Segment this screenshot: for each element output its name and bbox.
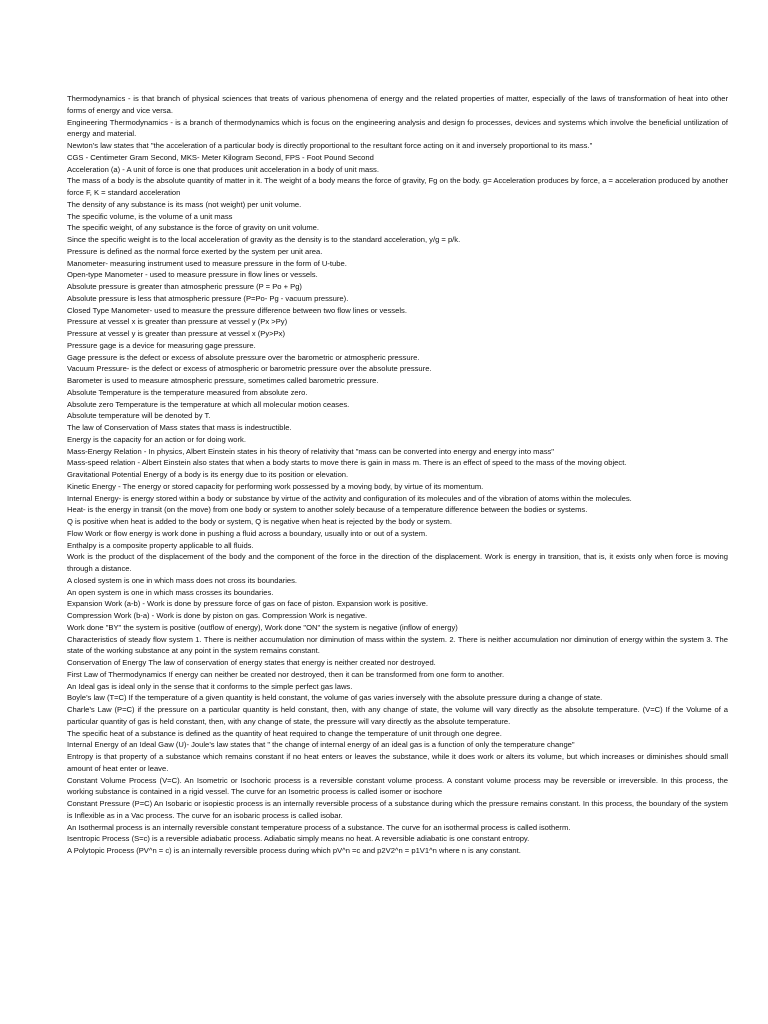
paragraph: Internal Energy of an Ideal Gaw (U)- Joule’s law states that " the change of internal energy of an ideal gas is a function of only the temperature change" [67,740,575,750]
paragraph: CGS - Centimeter Gram Second, MKS- Meter Kilogram Second, FPS - Foot Pound Second [67,152,374,162]
paragraph: Pressure at vessel x is greater than pressure at vessel y (Px >Py) [67,317,288,327]
paragraph: Pressure gage is a device for measuring gage pressure. [67,340,256,350]
paragraph: Conservation of Energy The law of conservation of energy states that energy is neither created nor destroyed. [67,658,436,667]
paragraph: Energy is the capacity for an action or for doing work. [67,434,246,444]
paragraph: Acceleration (a) - A unit of force is one that produces unit acceleration in a body of unit mass. [67,164,379,174]
paragraph: Boyle’s law (T=C) If the temperature of a given quantity is held constant, the volume of gas varies inversely with the absolute pressure during a change of state. [67,693,603,703]
paragraph: A closed system is one in which mass does not cross its boundaries. [67,575,298,585]
paragraph: Constant Pressure (P=C) An Isobaric or isopiestic process is an internally reversible process of a substance during which the pressure remains constant. In this process, the boundary of the system is Inflexible as in a Vac process. The curve for an isobaric process is called isobar. [67,799,728,820]
paragraph: Mass-Energy Relation - In physics, Albert Einstein states in his theory of relativity that "mass can be converted into energy and energy into mass" [67,446,554,456]
paragraph: Mass-speed relation - Albert Einstein also states that when a body starts to move there is gain in mass m. There is an effect of speed to the mass of the moving object. [67,458,627,468]
paragraph: Compression Work (b-a) - Work is done by piston on gas. Compression Work is negative. [67,611,368,620]
paragraph: The mass of a body is the absolute quantity of matter in it. The weight of a body means the force of gravity, Fg on the body. g= Acceleration produces by force, a = acceleration produced by another force F, K = standard acceleration [67,176,728,197]
paragraph: Characteristics of steady flow system 1. There is neither accumulation nor diminution of mass within the system. 2. There is neither accumulation nor diminution of energy within the system 3. The state of the working substance at any point in the system remains constant. [67,634,728,656]
paragraph: An Ideal gas is ideal only in the sense that it conforms to the simple perfect gas laws. [67,681,353,691]
paragraph: Vacuum Pressure- is the defect or excess of atmospheric or barometric pressure over the absolute pressure. [67,364,432,374]
paragraph: Kinetic Energy - The energy or stored capacity for performing work possessed by a moving body, by virtue of its momentum. [67,481,484,491]
paragraph: Absolute temperature will be denoted by T. [67,411,211,421]
paragraph: Thermodynamics - is that branch of physical sciences that treats of various phenomena of energy and the related properties of matter, especially of the laws of transformation of heat into other forms of energy and vice versa. [67,94,728,115]
paragraph: Expansion Work (a-b) - Work is done by pressure force of gas on face of piston. Expansion work is positive. [67,599,429,609]
paragraph: Absolute pressure is less that atmospheric pressure (P=Po- Pg - vacuum pressure). [67,293,349,303]
paragraph: Gage pressure is the defect or excess of absolute pressure over the barometric or atmospheric pressure. [67,352,420,362]
paragraph: Since the specific weight is to the local acceleration of gravity as the density is to the standard acceleration, y/g = p/k. [67,235,461,244]
paragraph: Absolute zero Temperature is the temperature at which all molecular motion ceases. [67,399,350,409]
paragraph: Constant Volume Process (V=C). An Isometric or Isochoric process is a reversible constant volume process. A constant volume process may be reversible or irreversible. In this process, the working substance is contained in a rigid vessel. The curve for an Isometric process is called isomer or isochore [67,775,728,797]
paragraph: Newton’s law states that "the acceleration of a particular body is directly proportional to the resultant force acting on it and inversely proportional to its mass." [67,141,593,150]
paragraph: Closed Type Manometer- used to measure the pressure difference between two flow lines or vessels. [67,305,407,315]
paragraph: Isentropic Process (S=c) is a reversible adiabatic process. Adiabatic simply means no heat. A reversible adiabatic is one constant entropy. [67,834,530,844]
notes-text-block [67,93,728,857]
paragraph: Absolute pressure is greater than atmospheric pressure (P = Po + Pg) [67,282,302,291]
paragraph: Heat- is the energy in transit (on the move) from one body or system to another solely because of a temperature difference between the bodies or systems. [67,505,588,515]
paragraph: Absolute Temperature is the temperature measured from absolute zero. [67,387,308,397]
paragraph: An open system is one in which mass crosses its boundaries. [67,587,274,597]
paragraph: Entropy is that property of a substance which remains constant if no heat enters or leaves the substance, while it does work or alters its volume, but which increases or diminishes should small amount of heat enter or leave. [67,752,728,773]
paragraph: Pressure is defined as the normal force exerted by the system per unit area. [67,246,323,256]
paragraph: Open-type Manometer - used to measure pressure in flow lines or vessels. [67,270,318,280]
paragraph: A Polytopic Process (PV^n = c) is an internally reversible process during which pV^n =c and p2V2^n = p1V1^n where n is any constant. [67,846,521,855]
paragraph: The specific weight, of any substance is the force of gravity on unit volume. [67,223,319,233]
paragraph: Enthalpy is a composite property applicable to all fluids. [67,540,254,550]
paragraph: Charle’s Law (P=C) if the pressure on a particular quantity is held constant, then, with any change of state, the volume will vary directly as the absolute temperature. (V=C) If the Volume of a particular quantity of gas is held constant, then, with any change of state, the pressure will vary directly as the absolute temperature. [67,705,728,726]
paragraph: Internal Energy- is energy stored within a body or substance by virtue of the activity and configuration of its molecules and of the vibration of atoms within the molecules. [67,493,632,503]
paragraph: Barometer is used to measure atmospheric pressure, sometimes called barometric pressure. [67,376,379,385]
paragraph: The law of Conservation of Mass states that mass is indestructible. [67,423,292,432]
paragraph: Manometer- measuring instrument used to measure pressure in the form of U-tube. [67,258,347,268]
paragraph: First Law of Thermodynamics If energy can neither be created nor destroyed, then it can be transformed from one form to another. [67,669,505,679]
paragraph: Engineering Thermodynamics - is a branch of thermodynamics which is focus on the engineering analysis and design fo processes, devices and systems which involve the beneficial untilization of energy and material. [67,117,728,139]
paragraph: Flow Work or flow energy is work done in pushing a fluid across a boundary, usually into or out of a system. [67,528,428,538]
paragraph: The specific volume, is the volume of a unit mass [67,211,233,221]
paragraph: Pressure at vessel y is greater than pressure at vessel x (Py>Px) [67,329,285,338]
paragraph: The density of any substance is its mass (not weight) per unit volume. [67,199,302,209]
paragraph: The specific heat of a substance is defined as the quantity of heat required to change the temperature of unit through one degree. [67,728,502,738]
paragraph: Gravitational Potential Energy of a body is its energy due to its position or elevation. [67,470,349,479]
paragraph: Q is positive when heat is added to the body or system, Q is negative when heat is rejected by the body or system. [67,517,452,526]
paragraph: Work done "BY" the system is positive (outflow of energy), Work done "ON" the system is negative (inflow of energy) [67,622,458,632]
paragraph: An Isothermal process is an internally reversible constant temperature process of a substance. The curve for an isothermal process is called isotherm. [67,822,571,832]
paragraph: Work is the product of the displacement of the body and the component of the force in the direction of the displacement. Work is energy in transition, that is, it exists only when force is moving through a distance. [67,552,728,573]
